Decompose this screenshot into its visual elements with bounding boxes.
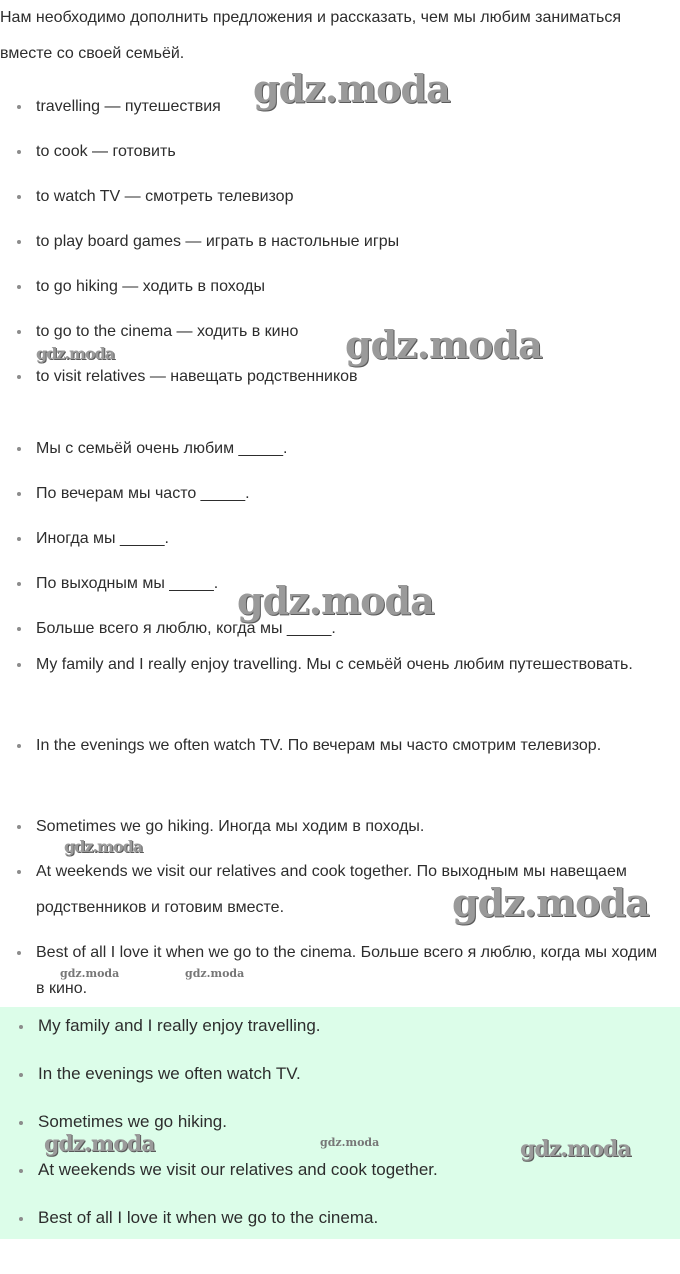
list-item: Best of all I love it when we go to the cinema. Больше всего я люблю, когда мы ходим в кино. bbox=[36, 935, 666, 1007]
watermark: gdz.moda bbox=[320, 1136, 380, 1149]
list-item: Иногда мы _____. bbox=[36, 521, 666, 557]
watermark: gdz.moda bbox=[185, 967, 245, 980]
list-item: to go hiking — ходить в походы bbox=[36, 269, 666, 305]
list-item: Sometimes we go hiking. bbox=[38, 1104, 668, 1140]
list-item: to cook — готовить bbox=[36, 134, 666, 170]
list-item: to play board games — играть в настольные игры bbox=[36, 224, 666, 260]
list-item: At weekends we visit our relatives and cook together. bbox=[38, 1152, 668, 1188]
watermark: gdz.moda bbox=[36, 344, 115, 363]
list-item: Больше всего я люблю, когда мы _____. bbox=[36, 611, 666, 647]
list-item: In the evenings we often watch TV. bbox=[38, 1056, 668, 1092]
list-item: По выходным мы _____. bbox=[36, 566, 666, 602]
watermark: gdz.moda bbox=[44, 1131, 155, 1157]
list-item: to watch TV — смотреть телевизор bbox=[36, 179, 666, 215]
watermark: gdz.moda bbox=[452, 880, 649, 925]
watermark: gdz.moda bbox=[237, 578, 434, 623]
watermark: gdz.moda bbox=[60, 967, 120, 980]
watermark: gdz.moda bbox=[520, 1136, 631, 1162]
list-item: In the evenings we often watch TV. По вечерам мы часто смотрим телевизор. bbox=[36, 728, 666, 764]
list-item: My family and I really enjoy travelling. Мы с семьёй очень любим путешествовать. bbox=[36, 647, 666, 683]
list-item: At weekends we visit our relatives and cook together. По выходным мы навещаем родственников и готовим вместе. bbox=[36, 854, 666, 926]
watermark: gdz.moda bbox=[345, 322, 542, 367]
intro-text: Нам необходимо дополнить предложения и рассказать, чем мы любим заниматься вместе со своей семьёй. bbox=[0, 9, 622, 62]
answer-box bbox=[0, 1007, 680, 1239]
list-item: Sometimes we go hiking. Иногда мы ходим в походы. bbox=[36, 809, 666, 845]
list-item: to visit relatives — навещать родственников bbox=[36, 359, 666, 395]
list-item: My family and I really enjoy travelling. bbox=[38, 1008, 668, 1044]
list-item: Мы с семьёй очень любим _____. bbox=[36, 431, 666, 467]
list-item: Best of all I love it when we go to the cinema. bbox=[38, 1200, 668, 1236]
list-item: travelling — путешествия bbox=[36, 89, 666, 125]
watermark: gdz.moda bbox=[64, 837, 143, 856]
watermark: gdz.moda bbox=[253, 66, 450, 111]
list-item: to go to the cinema — ходить в кино bbox=[36, 314, 666, 350]
list-item: По вечерам мы часто _____. bbox=[36, 476, 666, 512]
